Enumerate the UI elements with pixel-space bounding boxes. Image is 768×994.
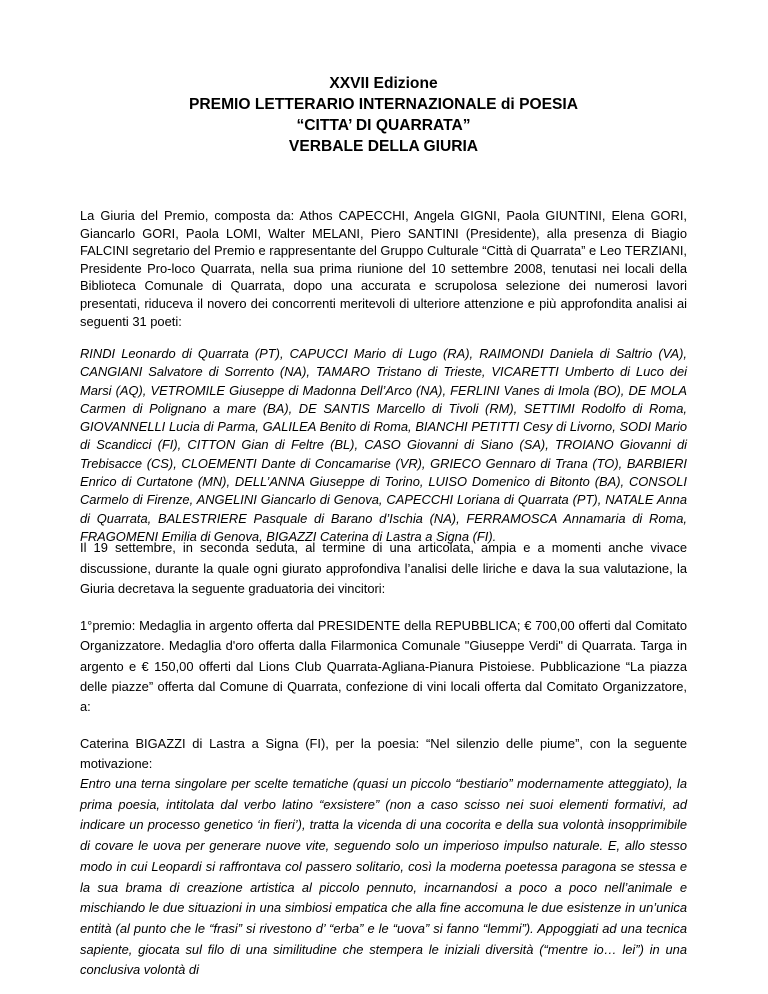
document-page — [80, 0, 687, 978]
second-session-paragraph: Il 19 settembre, in seconda seduta, al termine di una articolata, ampia e a momenti anche vivace discussione, durante la quale ogni giurato approfondiva l’analisi delle liriche e dava la sua valutazione, la Giuria decretava la seguente graduatoria dei vincitori: — [80, 540, 687, 596]
winner-paragraph: Caterina BIGAZZI di Lastra a Signa (FI), per la poesia: “Nel silenzio delle piume”, con la seguente motivazione: — [80, 736, 687, 772]
motivation-paragraph: Entro una terna singolare per scelte tematiche (quasi un piccolo “bestiario” modernamente atteggiato), la prima poesia, intitolata dal verbo latino “exsistere” (non a caso scisso nei suoi elementi formativi, ad indicare un processo genetico ‘in fieri’), tratta la vicenda di una cocorita e della sua volontà insopprimibile di covare le uova per generare nuove vite, seguendo solo un imperioso impulso naturale. E, allo stesso modo in cui Leopardi si raffrontava col passero solitario, così la moderna poetessa paragona se stessa e la sua brama di creazione artistica al piccolo pennuto, incarnandosi a poco a poco nell’animale e mischiando le due situazioni in una simbiosi empatica che alla fine accomuna le due esistenze in un’unica entità (al punto che le “frasi” si rivestono d’ “erba” e le “uova” si fanno “lemmi”). Appoggiati ad una tecnica sapiente, giocata sul filo di una similitudine che stempera le iniziali diversità (“mentre io… lei”) in una conclusiva volontà di — [80, 776, 687, 978]
report-title: VERBALE DELLA GIURIA — [288, 138, 479, 155]
city-title: “CITTA’ DI QUARRATA” — [296, 117, 471, 134]
prize-title: PREMIO LETTERARIO INTERNAZIONALE di POESIA — [189, 96, 578, 113]
intro-paragraph: La Giuria del Premio, composta da: Athos CAPECCHI, Angela GIGNI, Paola GIUNTINI, Elena GORI, Giancarlo GORI, Paola LOMI, Walter MELANI, Piero SANTINI (Presidente), alla presenza di Biagio FALCINI segretario del Premio e rappresentante del Gruppo Culturale “Città di Quarrata” e Leo TERZIANI, Presidente Pro-loco Quarrata, nella sua prima riunione del 10 settembre 2008, tenutasi nei locali della Biblioteca Comunale di Quarrata, dopo una accurata e scrupolosa selezione dei numerosi lavori presentati, riduceva il novero dei concorrenti meritevoli di ulteriore attenzione e più approfondita analisi ai seguenti 31 poeti: — [80, 208, 687, 329]
poets-list-paragraph: RINDI Leonardo di Quarrata (PT), CAPUCCI Mario di Lugo (RA), RAIMONDI Daniela di Saltrio (VA), CANGIANI Salvatore di Sorrento (NA), TAMARO Tristano di Trieste, VICARETTI Umberto di Luco dei Marsi (AQ), VETROMILE Giuseppe di Madonna Dell’Arco (NA), FERLINI Vanes di Imola (BO), DE MOLA Carmen di Polignano a mare (BA), DE SANTIS Marcello di Tivoli (RM), SETTIMI Rodolfo di Roma, GIOVANNELLI Lucia di Parma, GALILEA Benito di Roma, BIANCHI PETITTI Cesy di Livorno, SODI Mario di Scandicci (FI), CITTON Gian di Feltre (BL), CASO Giovanni di Siano (SA), TROIANO Giovanni di Trebisacce (CS), CLOEMENTI Dante di Concamarise (VR), GRIECO Gennaro di Trana (TO), BARBIERI Enrico di Curtatone (MN), DELL’ANNA Giuseppe di Torino, LUISO Domenico di Bitonto (BA), CONSOLI Carmelo di Firenze, ANGELINI Giancarlo di Genova, CAPECCHI Loriana di Quarrata (PT), NATALE Anna di Quarrata, BALESTRIERE Pasquale di Barano d’Ischia (NA), FERRAMOSCA Annamaria di Roma, FRAGOMENI Emilia di Genova, BIGAZZI Caterina di Lastra a Signa (FI). — [80, 346, 687, 544]
first-prize-paragraph: 1°premio: Medaglia in argento offerta dal PRESIDENTE della REPUBBLICA; € 700,00 offerti dal Comitato Organizzatore. Medaglia d'oro offerta dalla Filarmonica Comunale "Giuseppe Verdi" di Quarrata. Targa in argento e € 150,00 offerti dal Lions Club Quarrata-Agliana-Pianura Pistoiese. Pubblicazione “La piazza delle piazze” offerta dal Comune di Quarrata, confezione di vini locali offerta dal Comitato Organizzatore, a: — [80, 618, 687, 715]
document-header — [80, 73, 687, 157]
edition-title: XXVII Edizione — [329, 75, 438, 92]
